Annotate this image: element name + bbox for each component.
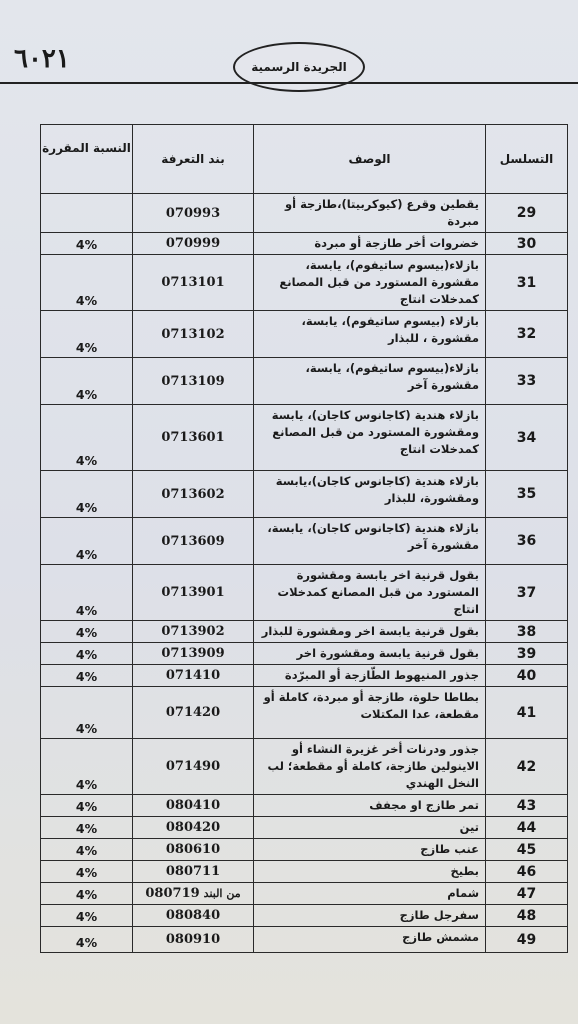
tariff-code-cell — [133, 927, 254, 953]
serial-cell: 43 — [486, 795, 568, 817]
rate-cell: 4% — [41, 405, 133, 471]
tariff-code-cell — [133, 471, 254, 518]
description-cell: بقول قرنية اخر يابسة ومقشورة المستورد من قبل المصانع كمدخلات انتاج — [254, 565, 486, 621]
tariff-code-cell — [133, 905, 254, 927]
description-cell: بطيخ — [254, 861, 486, 883]
tariff-code: 0713901 — [161, 585, 225, 600]
table-row — [41, 739, 568, 795]
rate-cell: 4% — [41, 839, 133, 861]
rate-cell: 4% — [41, 883, 133, 905]
tariff-code: 080410 — [165, 798, 221, 813]
tariff-code-cell — [133, 643, 254, 665]
tariff-code: 080910 — [165, 932, 221, 947]
rate-cell: 4% — [41, 665, 133, 687]
header-serial: التسلسل — [486, 125, 568, 194]
description-cell: بازلاء هندية (كاجانوس كاجان)، يابسة، مقشورة آخر — [254, 518, 486, 565]
description-cell: بازلاء(بيسوم ساتيفوم)، يابسة، مقشورة المستورد من قبل المصانع كمدخلات انتاج — [254, 255, 486, 311]
rate-cell: 4% — [41, 927, 133, 953]
description-cell: تين — [254, 817, 486, 839]
header-description: الوصف — [254, 125, 486, 194]
description-cell: تمر طازج او مجفف — [254, 795, 486, 817]
table-row — [41, 795, 568, 817]
rate-cell: 4% — [41, 817, 133, 839]
serial-cell: 40 — [486, 665, 568, 687]
rate-cell: 4% — [41, 518, 133, 565]
tariff-code: 0713109 — [161, 373, 225, 389]
serial-cell: 32 — [486, 311, 568, 358]
tariff-code: 070993 — [165, 205, 221, 221]
tariff-code: 0713102 — [161, 326, 225, 342]
serial-cell: 36 — [486, 518, 568, 565]
rate-cell: 4% — [41, 687, 133, 739]
tariff-code-cell — [133, 194, 254, 233]
gazette-title: الجريدة الرسمية — [233, 42, 365, 92]
serial-cell: 37 — [486, 565, 568, 621]
tariff-code: 080420 — [165, 820, 221, 835]
serial-cell: 42 — [486, 739, 568, 795]
table-row — [41, 643, 568, 665]
code-prefix: من البند — [203, 887, 241, 900]
table-row — [41, 927, 568, 953]
rate-cell: 4% — [41, 471, 133, 518]
tariff-code: 0713909 — [161, 646, 225, 661]
tariff-code-cell — [133, 687, 254, 739]
tariff-code-cell — [133, 405, 254, 471]
tariff-code-cell — [133, 883, 254, 905]
tariff-code: 070999 — [165, 236, 221, 251]
serial-cell: 34 — [486, 405, 568, 471]
table-row — [41, 817, 568, 839]
table-row — [41, 311, 568, 358]
serial-cell: 30 — [486, 233, 568, 255]
table-row — [41, 621, 568, 643]
rate-cell: 4% — [41, 739, 133, 795]
serial-cell: 31 — [486, 255, 568, 311]
serial-cell: 35 — [486, 471, 568, 518]
description-cell: بازلاء(بيسوم ساتيفوم)، يابسة، مقشورة آخر — [254, 358, 486, 405]
tariff-code-cell — [133, 358, 254, 405]
rate-cell — [41, 194, 133, 233]
tariff-code: 071490 — [165, 759, 221, 774]
tariff-code-cell — [133, 665, 254, 687]
page-number: ٦٠٢١ — [14, 44, 70, 74]
table-row — [41, 471, 568, 518]
table-row — [41, 687, 568, 739]
tariff-code: 0713101 — [161, 275, 225, 290]
description-cell: سفرجل طازج — [254, 905, 486, 927]
table-row — [41, 518, 568, 565]
tariff-code: 080840 — [165, 908, 221, 923]
description-cell: يقطين وقرع (كيوكربيتا)،طازجة أو مبردة — [254, 194, 486, 233]
description-cell: بقول قرنية يابسة اخر ومقشورة للبذار — [254, 621, 486, 643]
table-row — [41, 233, 568, 255]
header-tariff-code: بند التعرفة — [133, 125, 254, 194]
rate-cell: 4% — [41, 861, 133, 883]
table-row — [41, 839, 568, 861]
rate-cell: 4% — [41, 795, 133, 817]
tariff-code: 0713902 — [161, 624, 225, 639]
rate-cell: 4% — [41, 311, 133, 358]
description-cell: بازلاء هندية (كاجانوس كاجان)، يابسة ومقشورة المستورد من قبل المصانع كمدخلات انتاج — [254, 405, 486, 471]
serial-cell: 33 — [486, 358, 568, 405]
description-cell: جذور ودرنات أخر غزيرة النشاء أو الاينولين طازجة، كاملة أو مقطعة؛ لب النخل الهندي — [254, 739, 486, 795]
table-row — [41, 861, 568, 883]
tariff-code-cell — [133, 817, 254, 839]
tariff-code: 0713601 — [161, 430, 225, 445]
description-cell: خضروات أخر طازجة أو مبردة — [254, 233, 486, 255]
rate-cell: 4% — [41, 233, 133, 255]
tariff-code: 0713609 — [161, 533, 225, 549]
serial-cell: 44 — [486, 817, 568, 839]
description-cell: بطاطا حلوة، طازجة أو مبردة، كاملة أو مقطعة، عدا المكتلات — [254, 687, 486, 739]
rate-cell: 4% — [41, 255, 133, 311]
header-rule — [0, 82, 578, 84]
tariff-code-cell — [133, 861, 254, 883]
tariff-code: 080719 — [145, 886, 200, 901]
description-cell: عنب طازج — [254, 839, 486, 861]
serial-cell: 45 — [486, 839, 568, 861]
description-cell: بازلاء (بيسوم ساتيفوم)، يابسة، مقشورة ، للبذار — [254, 311, 486, 358]
serial-cell: 48 — [486, 905, 568, 927]
tariff-code-cell — [133, 795, 254, 817]
description-cell: شمام — [254, 883, 486, 905]
tariff-code-cell — [133, 311, 254, 358]
description-cell: بازلاء هندية (كاجانوس كاجان)،يابسة ومقشورة، للبذار — [254, 471, 486, 518]
rate-cell: 4% — [41, 905, 133, 927]
table-body — [41, 194, 568, 953]
table-row — [41, 905, 568, 927]
table-row — [41, 194, 568, 233]
tariff-code-cell — [133, 565, 254, 621]
rate-cell: 4% — [41, 565, 133, 621]
table-row — [41, 358, 568, 405]
tariff-code-cell — [133, 233, 254, 255]
table-row — [41, 405, 568, 471]
serial-cell: 39 — [486, 643, 568, 665]
table-row — [41, 565, 568, 621]
tariff-code: 080711 — [165, 864, 221, 879]
tariff-code-cell — [133, 518, 254, 565]
description-cell: مشمش طازج — [254, 927, 486, 953]
tariff-code-cell — [133, 255, 254, 311]
description-cell: بقول قرنية يابسة ومقشورة اخر — [254, 643, 486, 665]
rate-cell: 4% — [41, 621, 133, 643]
serial-cell: 49 — [486, 927, 568, 953]
serial-cell: 41 — [486, 687, 568, 739]
tariff-code-cell — [133, 839, 254, 861]
tariff-code: 071410 — [165, 668, 221, 683]
tariff-table — [40, 124, 568, 953]
rate-cell: 4% — [41, 358, 133, 405]
rate-cell: 4% — [41, 643, 133, 665]
serial-cell: 47 — [486, 883, 568, 905]
table-row — [41, 255, 568, 311]
table-header-row — [41, 125, 568, 194]
table-row — [41, 883, 568, 905]
header-rate: النسبة المقررة — [41, 125, 133, 194]
tariff-code-cell — [133, 739, 254, 795]
tariff-code: 071420 — [165, 705, 221, 720]
tariff-code: 0713602 — [161, 486, 225, 502]
serial-cell: 46 — [486, 861, 568, 883]
serial-cell: 29 — [486, 194, 568, 233]
tariff-code: 080610 — [165, 842, 221, 857]
table-row — [41, 665, 568, 687]
serial-cell: 38 — [486, 621, 568, 643]
description-cell: جذور المنيهوط الطّازجة أو المبرّدة — [254, 665, 486, 687]
tariff-code-cell — [133, 621, 254, 643]
